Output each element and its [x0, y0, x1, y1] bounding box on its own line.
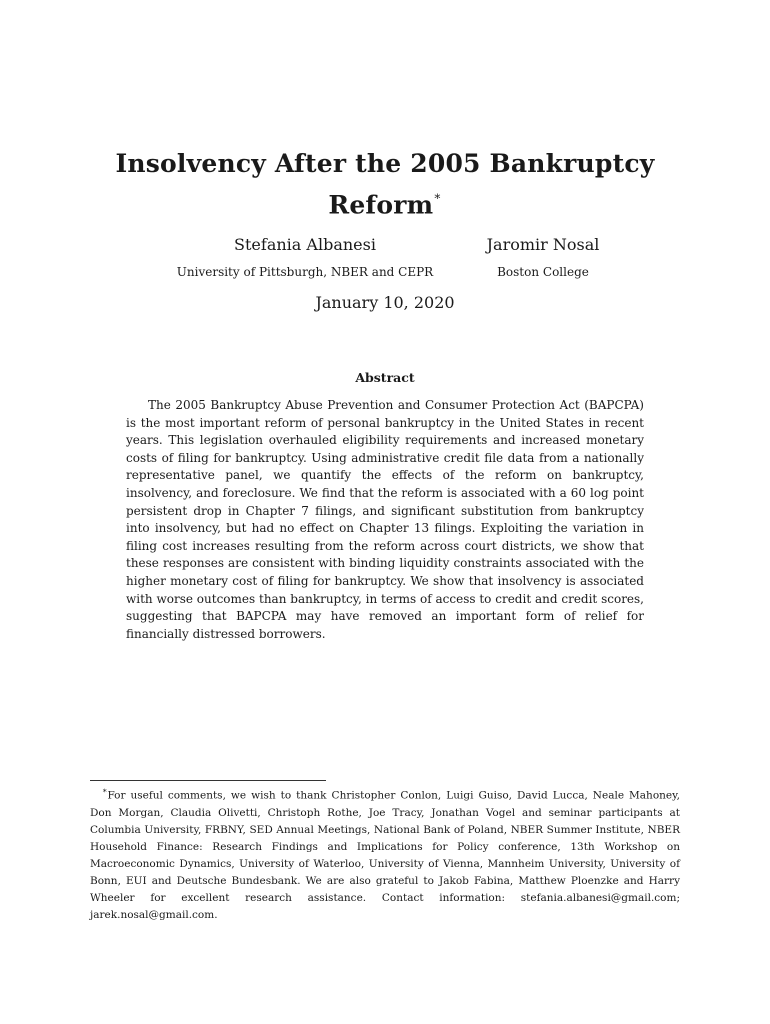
title-footnote-mark: ∗: [433, 189, 442, 203]
abstract-text: The 2005 Bankruptcy Abuse Prevention and Consumer Protection Act (BAPCPA) is the most important reform of personal bankruptcy in the United States in recent years. This legislation overhauled eligibility requirements and increased monetary costs of filing for bankruptcy. Using administrative credit file data from a nationally representative panel, we quantify the effects of the reform on bankruptcy, insolvency, and foreclosure. We find that the reform is associated with a 60 log point persistent drop in Chapter 7 filings, and significant substitution from bankruptcy into insolvency, but had no effect on Chapter 13 filings. Exploiting the variation in filing cost increases resulting from the reform across court districts, we show that these responses are consistent with binding liquidity constraints associated with the higher monetary cost of filing for bankruptcy. We show that insolvency is associated with worse outcomes than bankruptcy, in terms of access to credit and credit scores, suggesting that BAPCPA may have removed an important form of relief for financially distressed borrowers.: [126, 398, 644, 641]
author-affiliation: Boston College: [497, 265, 589, 279]
author-affiliation: University of Pittsburgh, NBER and CEPR: [176, 265, 434, 279]
paper-date: January 10, 2020: [315, 293, 455, 312]
paper-title-text: Insolvency After the 2005 Bankruptcy Reform: [115, 149, 655, 220]
author-name: Stefania Albanesi: [234, 235, 376, 254]
footnote-divider: [90, 780, 326, 781]
footnote-mark: ∗: [102, 786, 108, 795]
author-block: [470, 235, 616, 280]
paper-title: [90, 146, 680, 223]
footnote: [90, 783, 680, 924]
author-block: [150, 235, 460, 280]
author-name: Jaromir Nosal: [486, 235, 600, 254]
abstract-heading: Abstract: [355, 370, 415, 385]
footnote-text: For useful comments, we wish to thank Christopher Conlon, Luigi Guiso, David Lucca, Neale Mahoney, Don Morgan, Claudia Olivetti, Christoph Rothe, Joe Tracy, Jonathan Vogel and seminar participants at Columbia University, FRBNY, SED Annual Meetings, National Bank of Poland, NBER Summer Institute, NBER Household Finance: Research Findings and Implications for Policy conference, 13th Workshop on Macroeconomic Dynamics, University of Waterloo, University of Vienna, Mannheim University, University of Bonn, EUI and Deutsche Bundesbank. We are also grateful to Jakob Fabina, Matthew Ploenzke and Harry Wheeler for excellent research assistance. Contact information: stefania.albanesi@gmail.com; jarek.nosal@gmail.com.: [90, 789, 680, 921]
